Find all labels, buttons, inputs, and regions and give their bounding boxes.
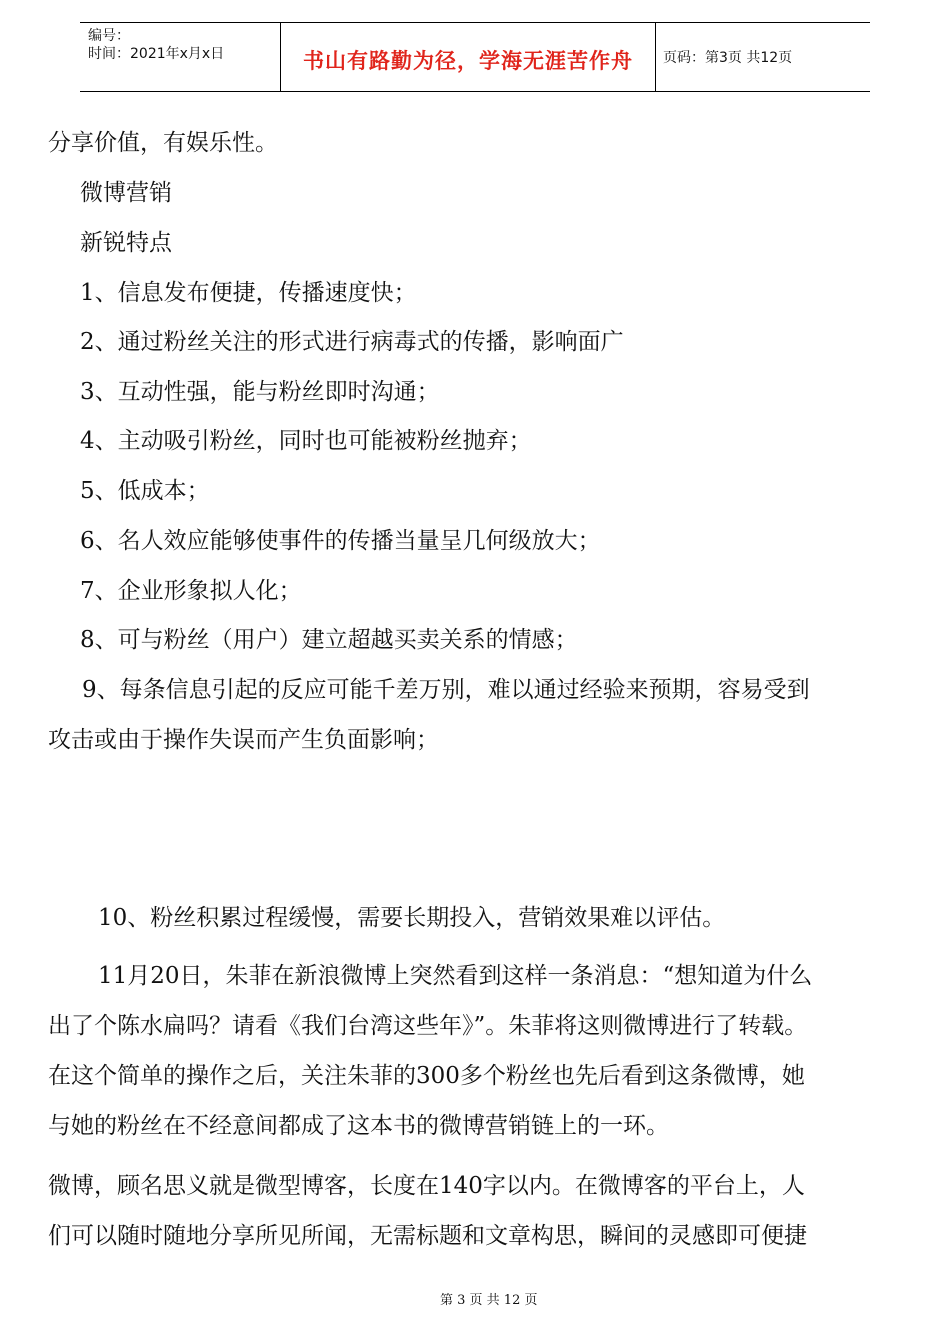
paragraph-line: 11月20日，朱菲在新浪微博上突然看到这样一条消息：“想知道为什么 xyxy=(98,963,813,989)
list-item: 10、粉丝积累过程缓慢，需要长期投入，营销效果难以评估。 xyxy=(98,905,726,931)
list-item: 5、低成本； xyxy=(80,478,210,504)
document-number-label: 编号： xyxy=(88,28,130,44)
paragraph-line: 在这个简单的操作之后，关注朱菲的300多个粉丝也先后看到这条微博，她 xyxy=(48,1063,805,1089)
paragraph-line: 们可以随时随地分享所见所闻，无需标题和文章构思，瞬间的灵感即可便捷 xyxy=(48,1223,807,1249)
header-motto-cell xyxy=(280,23,656,91)
list-item: 3、互动性强，能与粉丝即时沟通； xyxy=(80,379,440,405)
list-item: 4、主动吸引粉丝，同时也可能被粉丝抛弃； xyxy=(80,428,532,454)
header-page-info: 页码：第3页 共12页 xyxy=(663,50,793,66)
header-motto: 书山有路勤为径，学海无涯苦作舟 xyxy=(303,49,633,73)
header-right-cell xyxy=(655,23,870,91)
paragraph-line: 微博，顾名思义就是微型博客，长度在140字以内。在微博客的平台上，人 xyxy=(48,1173,805,1199)
list-item: 6、名人效应能够使事件的传播当量呈几何级放大； xyxy=(80,528,601,554)
list-item: 9、每条信息引起的反应可能千差万别，难以通过经验来预期，容易受到 xyxy=(82,677,810,703)
header-left-cell xyxy=(80,23,280,91)
list-item-continuation: 攻击或由于操作失误而产生负面影响； xyxy=(48,727,439,753)
paragraph-line: 分享价值，有娱乐性。 xyxy=(48,130,278,156)
page-footer: 第 3 页 共 12 页 xyxy=(440,1293,538,1308)
list-item: 7、企业形象拟人化； xyxy=(80,578,302,604)
section-subheading: 新锐特点 xyxy=(80,230,172,256)
document-date: 时间：2021年x月x日 xyxy=(88,46,225,62)
paragraph-line: 出了个陈水扁吗？请看《我们台湾这些年》”。朱菲将这则微博进行了转载。 xyxy=(48,1013,808,1039)
page-header xyxy=(80,22,870,92)
list-item: 2、通过粉丝关注的形式进行病毒式的传播，影响面广 xyxy=(80,329,624,355)
list-item: 1、信息发布便捷，传播速度快； xyxy=(80,280,417,306)
list-item: 8、可与粉丝（用户）建立超越买卖关系的情感； xyxy=(80,627,578,653)
paragraph-line: 与她的粉丝在不经意间都成了这本书的微博营销链上的一环。 xyxy=(48,1113,669,1139)
section-heading: 微博营销 xyxy=(80,180,172,206)
